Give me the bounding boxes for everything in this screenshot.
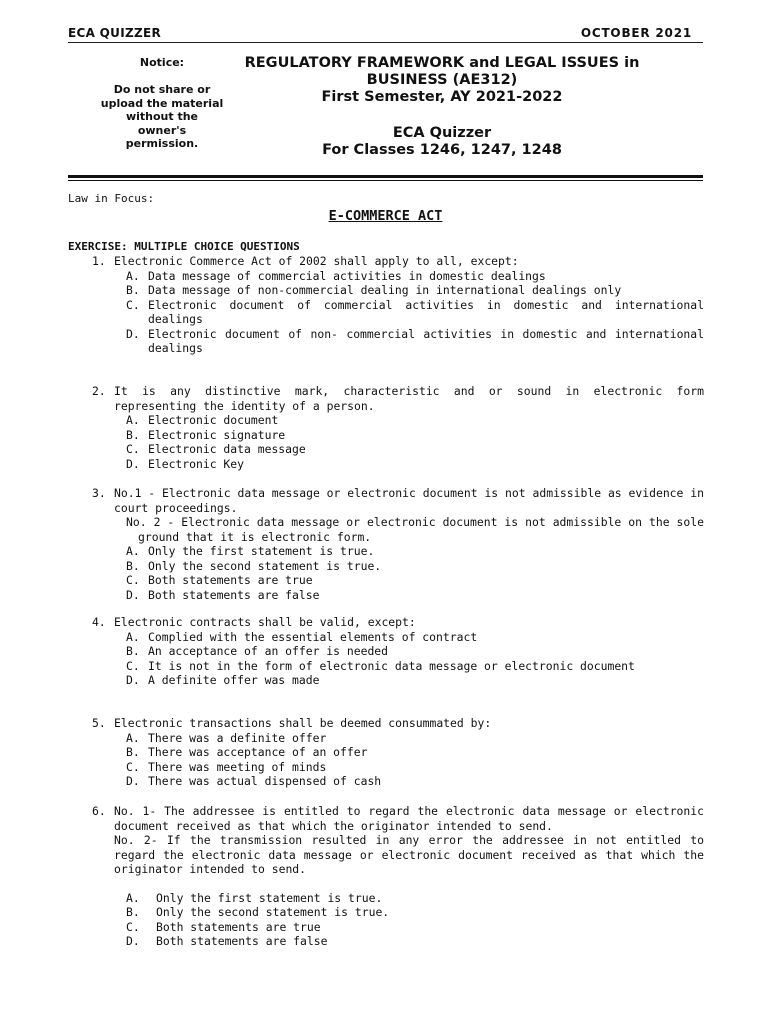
option-a: A. Only the first statement is true. [126,544,375,558]
option-c: C. Both statements are true [126,573,313,587]
option-d: D. Both statements are false [126,934,328,948]
classes-line: For Classes 1246, 1247, 1248 [322,142,562,158]
option-a: A. Complied with the essential elements of contract [126,629,478,644]
option-c: C. Electronic data message [126,442,306,456]
option-b: B. Electronic signature [126,427,286,442]
document-title: E-COMMERCE ACT [328,208,443,224]
question-stem: No.1 - Electronic data message or electronic document is not admissible as evidence in court proceedings. [114,486,704,515]
question-4: 4. Electronic contracts shall be valid, except: A. Complied with the essential elements of contract B. An acceptance of an offer is needed C. It is not in the form of electronic data message or electronic document D. A definite offer was made [92,615,704,688]
option-b: B. An acceptance of an offer is needed [126,644,389,658]
course-title-line2: BUSINESS (AE312) [366,72,518,88]
quizzer-line: ECA Quizzer [392,125,492,141]
notice-body: Do not share or upload the material without the owner's permission. [100,83,224,151]
question-2: 2. It is any distinctive mark, characteristic and or sound in electronic form representing the identity of a person. A. Electronic document B. Electronic signature C. Electronic data message D. Electronic Key [92,384,704,471]
title-block [232,55,652,159]
option-c: C. Electronic document of commercial activities in domestic and international dealings [126,297,704,326]
option-a: A. Only the first statement is true. [126,890,383,905]
header-right: OCTOBER 2021 [580,26,692,40]
semester-line: First Semester, AY 2021-2022 [321,89,563,105]
question-stem-2: No. 2 - Electronic data message or electronic document is not admissible on the sole ground that it is electronic form. [126,515,704,544]
option-a: A. Electronic document [126,413,279,427]
option-b: B. There was acceptance of an offer [126,745,368,759]
question-3: 3. No.1 - Electronic data message or electronic document is not admissible as evidence in court proceedings. No. 2 - Electronic data message or electronic document is not admissible on the sole ground that it is electronic form. A. Only the first statement is true. B. Only the second statement is true. C. Both statements are true D. Both statements are false [92,486,704,602]
option-d: D. Electronic document of non- commercial activities in domestic and international dealings [126,326,704,355]
question-stem: It is any distinctive mark, characteristic and or sound in electronic form representing the identity of a person. [114,384,704,413]
exercise-label: EXERCISE: MULTIPLE CHOICE QUESTIONS [68,240,300,253]
header-left: ECA QUIZZER [68,26,162,40]
option-a: A. Data message of commercial activities in domestic dealings [126,268,546,283]
question-6: 6. No. 1- The addressee is entitled to regard the electronic data message or electronic document received as that which the originator intended to send. No. 2- If the transmission resulted in any error the addressee in not entitled to regard the electronic data message or electronic document received as that which the originator intended to send. A. Only the first statement is true. B. Only the second statement is true. C. Both statements are true D. Both statements are false [92,804,704,948]
option-d: D. There was actual dispensed of cash [126,774,382,788]
option-c: C. It is not in the form of electronic data message or electronic document [126,658,635,673]
header-rule [68,42,703,43]
question-stem: Electronic contracts shall be valid, except: [114,615,416,629]
question-stem: No. 1- The addressee is entitled to regard the electronic data message or electronic document received as that which the originator intended to send. [114,804,704,833]
title-rule-thin [68,180,703,181]
title-rule-thick [68,175,703,178]
notice-block [100,56,224,150]
question-5: 5. Electronic transactions shall be deemed consummated by: A. There was a definite offer B. There was acceptance of an offer C. There was meeting of minds D. There was actual dispensed of cash [92,716,704,789]
option-d: D. Both statements are false [126,587,320,602]
option-d: D. Electronic Key [126,456,245,471]
question-1: 1. Electronic Commerce Act of 2002 shall apply to all, except: A. Data message of commercial activities in domestic dealings B. Data message of non-commercial dealing in international dealings only C. Electronic document of commercial activities in domestic and international dealings D. Electronic document of non- commercial activities in domestic and international dealings [92,254,704,355]
law-in-focus-label: Law in Focus: [68,192,155,205]
option-d: D. A definite offer was made [126,673,320,687]
option-b: B. Only the second statement is true. [126,558,382,573]
question-stem: Electronic transactions shall be deemed consummated by: [114,716,492,730]
option-b: B. Data message of non-commercial dealing in international dealings only [126,283,622,297]
option-b: B. Only the second statement is true. [126,905,390,919]
notice-title: Notice: [139,56,185,69]
option-a: A. There was a definite offer [126,730,327,745]
question-stem: Electronic Commerce Act of 2002 shall apply to all, except: [114,254,519,268]
question-stem-2: No. 2- If the transmission resulted in any error the addressee in not entitled to regard the electronic data message or electronic document received as that which the originator intended to send. [114,833,704,876]
option-c: C. There was meeting of minds [126,759,327,774]
course-title-line1: REGULATORY FRAMEWORK and LEGAL ISSUES in [244,55,640,71]
option-c: C. Both statements are true [126,919,321,934]
